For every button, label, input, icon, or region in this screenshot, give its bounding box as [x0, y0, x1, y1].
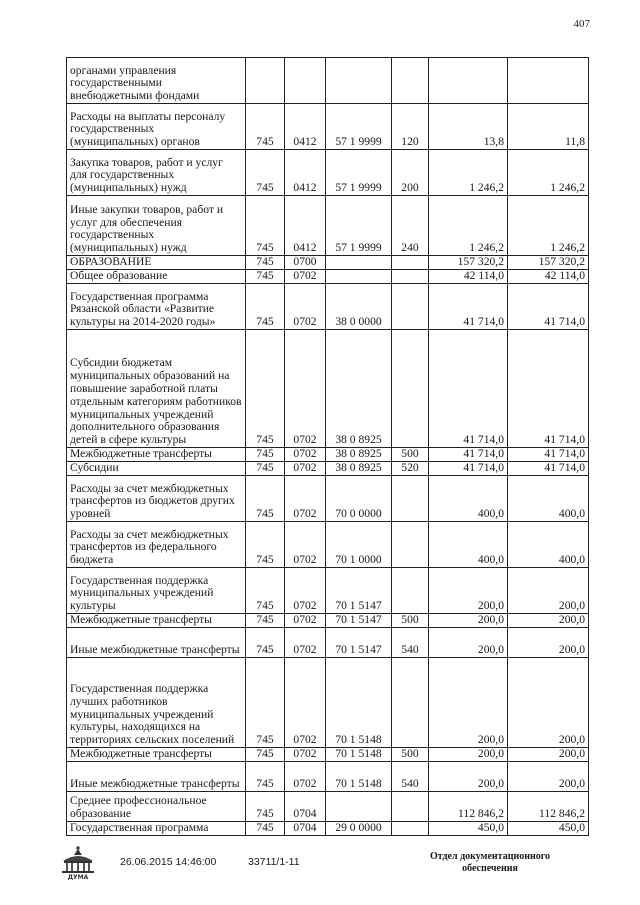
table-row — [67, 628, 589, 658]
row-section-cell: 0702 — [285, 522, 326, 568]
row-name-cell: Общее образование — [67, 270, 246, 284]
row-name-cell: Субсидии бюджетам муниципальных образований на повышение заработной платы отдельным категориям работников муниципальных учреждений дополнительного образования детей в сфере культуры — [67, 330, 246, 448]
row-sum-planned-cell: 41 714,0 — [429, 462, 508, 476]
footer-department-line1: Отдел документационного — [429, 851, 551, 862]
row-name-cell: Государственная программа — [67, 822, 246, 836]
row-section-cell: 0700 — [285, 256, 326, 270]
row-ved-cell: 745 — [246, 284, 285, 330]
row-ved-cell: 745 — [246, 792, 285, 822]
row-target-article-cell: 57 1 9999 — [326, 104, 392, 150]
row-section-cell: 0702 — [285, 476, 326, 522]
table-row — [67, 462, 589, 476]
row-name-cell: Субсидии — [67, 462, 246, 476]
table-row — [67, 330, 589, 448]
row-sum-planned-cell: 200,0 — [429, 762, 508, 792]
row-name-cell: Межбюджетные трансферты — [67, 448, 246, 462]
row-sum-approved-cell: 41 714,0 — [508, 284, 589, 330]
row-section-cell: 0702 — [285, 762, 326, 792]
row-name-cell: Расходы за счет межбюджетных трансфертов из бюджетов других уровней — [67, 476, 246, 522]
row-ved-cell: 745 — [246, 658, 285, 748]
row-sum-planned-cell: 42 114,0 — [429, 270, 508, 284]
row-sum-approved-cell — [508, 58, 589, 104]
row-ved-cell: 745 — [246, 270, 285, 284]
row-expense-type-cell — [392, 256, 429, 270]
row-sum-planned-cell: 41 714,0 — [429, 284, 508, 330]
table-row — [67, 104, 589, 150]
row-target-article-cell: 70 1 5148 — [326, 658, 392, 748]
row-target-article-cell: 57 1 9999 — [326, 196, 392, 256]
row-target-article-cell — [326, 792, 392, 822]
row-sum-approved-cell: 1 246,2 — [508, 150, 589, 196]
row-sum-approved-cell: 157 320,2 — [508, 256, 589, 270]
footer-doc-code: 33711/1-11 — [248, 856, 300, 868]
row-sum-approved-cell: 42 114,0 — [508, 270, 589, 284]
row-ved-cell: 745 — [246, 448, 285, 462]
row-section-cell: 0412 — [285, 196, 326, 256]
row-sum-planned-cell: 1 246,2 — [429, 196, 508, 256]
row-sum-planned-cell: 400,0 — [429, 522, 508, 568]
page-number: 407 — [573, 18, 590, 30]
table-row — [67, 284, 589, 330]
row-section-cell: 0702 — [285, 748, 326, 762]
row-ved-cell: 745 — [246, 522, 285, 568]
row-sum-approved-cell: 41 714,0 — [508, 462, 589, 476]
row-expense-type-cell: 240 — [392, 196, 429, 256]
row-sum-approved-cell: 200,0 — [508, 762, 589, 792]
row-sum-approved-cell: 400,0 — [508, 476, 589, 522]
row-sum-planned-cell: 200,0 — [429, 614, 508, 628]
row-expense-type-cell: 200 — [392, 150, 429, 196]
row-name-cell: Государственная поддержка муниципальных учреждений культуры — [67, 568, 246, 614]
row-sum-approved-cell: 200,0 — [508, 658, 589, 748]
row-target-article-cell: 38 0 8925 — [326, 448, 392, 462]
row-section-cell: 0702 — [285, 614, 326, 628]
row-target-article-cell — [326, 256, 392, 270]
row-section-cell: 0702 — [285, 330, 326, 448]
row-section-cell: 0704 — [285, 792, 326, 822]
row-sum-planned-cell: 13,8 — [429, 104, 508, 150]
row-target-article-cell: 70 1 5148 — [326, 762, 392, 792]
row-sum-approved-cell: 400,0 — [508, 522, 589, 568]
row-target-article-cell: 29 0 0000 — [326, 822, 392, 836]
row-sum-planned-cell: 41 714,0 — [429, 448, 508, 462]
row-expense-type-cell — [392, 58, 429, 104]
row-target-article-cell: 70 1 5147 — [326, 614, 392, 628]
row-sum-approved-cell: 41 714,0 — [508, 448, 589, 462]
row-name-cell: Расходы за счет межбюджетных трансфертов из федерального бюджета — [67, 522, 246, 568]
row-section-cell: 0704 — [285, 822, 326, 836]
row-name-cell: Иные закупки товаров, работ и услуг для обеспечения государственных (муниципальных) нужд — [67, 196, 246, 256]
row-ved-cell: 745 — [246, 628, 285, 658]
row-ved-cell: 745 — [246, 330, 285, 448]
table-row — [67, 256, 589, 270]
row-section-cell: 0702 — [285, 448, 326, 462]
row-ved-cell: 745 — [246, 476, 285, 522]
row-expense-type-cell: 500 — [392, 448, 429, 462]
row-ved-cell — [246, 58, 285, 104]
row-ved-cell: 745 — [246, 196, 285, 256]
row-target-article-cell — [326, 270, 392, 284]
table-row — [67, 270, 589, 284]
table-row — [67, 822, 589, 836]
table-row — [67, 150, 589, 196]
row-sum-approved-cell: 200,0 — [508, 614, 589, 628]
row-target-article-cell — [326, 58, 392, 104]
row-sum-approved-cell: 41 714,0 — [508, 330, 589, 448]
table-row — [67, 792, 589, 822]
row-target-article-cell: 70 1 5148 — [326, 748, 392, 762]
row-expense-type-cell — [392, 568, 429, 614]
row-name-cell: Межбюджетные трансферты — [67, 748, 246, 762]
duma-building-logo — [58, 846, 98, 880]
row-sum-approved-cell: 450,0 — [508, 822, 589, 836]
table-row — [67, 614, 589, 628]
row-sum-planned-cell: 400,0 — [429, 476, 508, 522]
row-sum-planned-cell: 41 714,0 — [429, 330, 508, 448]
row-section-cell: 0702 — [285, 568, 326, 614]
table-row — [67, 568, 589, 614]
row-expense-type-cell: 540 — [392, 762, 429, 792]
row-ved-cell: 745 — [246, 822, 285, 836]
row-name-cell: Иные межбюджетные трансферты — [67, 762, 246, 792]
table-row — [67, 522, 589, 568]
row-sum-planned-cell: 200,0 — [429, 568, 508, 614]
row-expense-type-cell: 500 — [392, 748, 429, 762]
row-ved-cell: 745 — [246, 614, 285, 628]
row-section-cell: 0702 — [285, 270, 326, 284]
budget-table — [66, 57, 589, 836]
row-target-article-cell: 57 1 9999 — [326, 150, 392, 196]
row-name-cell: ОБРАЗОВАНИЕ — [67, 256, 246, 270]
row-name-cell: Государственная поддержка лучших работников муниципальных учреждений культуры, находящихся на территориях сельских поселений — [67, 658, 246, 748]
row-expense-type-cell: 500 — [392, 614, 429, 628]
row-section-cell: 0702 — [285, 284, 326, 330]
row-expense-type-cell — [392, 658, 429, 748]
row-ved-cell: 745 — [246, 568, 285, 614]
row-section-cell: 0702 — [285, 462, 326, 476]
row-section-cell — [285, 58, 326, 104]
row-sum-planned-cell: 200,0 — [429, 628, 508, 658]
table-row — [67, 658, 589, 748]
row-name-cell: Иные межбюджетные трансферты — [67, 628, 246, 658]
row-ved-cell: 745 — [246, 462, 285, 476]
row-expense-type-cell — [392, 270, 429, 284]
row-sum-approved-cell: 11,8 — [508, 104, 589, 150]
row-sum-planned-cell: 450,0 — [429, 822, 508, 836]
footer-department-line2: обеспечения — [462, 863, 518, 874]
row-name-cell: органами управления государственными внебюджетными фондами — [67, 58, 246, 104]
logo-caption: ДУМА — [67, 874, 89, 880]
row-sum-approved-cell: 200,0 — [508, 568, 589, 614]
row-ved-cell: 745 — [246, 104, 285, 150]
row-target-article-cell: 70 1 0000 — [326, 522, 392, 568]
row-sum-planned-cell: 200,0 — [429, 748, 508, 762]
row-target-article-cell: 70 0 0000 — [326, 476, 392, 522]
row-sum-planned-cell: 200,0 — [429, 658, 508, 748]
row-expense-type-cell: 120 — [392, 104, 429, 150]
row-name-cell: Закупка товаров, работ и услуг для государственных (муниципальных) нужд — [67, 150, 246, 196]
row-name-cell: Государственная программа Рязанской области «Развитие культуры на 2014-2020 годы» — [67, 284, 246, 330]
row-ved-cell: 745 — [246, 150, 285, 196]
row-ved-cell: 745 — [246, 762, 285, 792]
row-sum-approved-cell: 200,0 — [508, 748, 589, 762]
row-sum-planned-cell: 157 320,2 — [429, 256, 508, 270]
table-row — [67, 196, 589, 256]
row-expense-type-cell: 520 — [392, 462, 429, 476]
table-row — [67, 748, 589, 762]
row-sum-planned-cell: 112 846,2 — [429, 792, 508, 822]
row-name-cell: Межбюджетные трансферты — [67, 614, 246, 628]
row-expense-type-cell — [392, 822, 429, 836]
budget-table-body — [67, 58, 589, 836]
footer-datetime: 26.06.2015 14:46:00 — [120, 856, 217, 868]
row-section-cell: 0412 — [285, 104, 326, 150]
table-row — [67, 476, 589, 522]
row-expense-type-cell — [392, 330, 429, 448]
row-expense-type-cell — [392, 476, 429, 522]
row-ved-cell: 745 — [246, 256, 285, 270]
row-target-article-cell: 70 1 5147 — [326, 628, 392, 658]
row-target-article-cell: 38 0 8925 — [326, 462, 392, 476]
row-sum-planned-cell: 1 246,2 — [429, 150, 508, 196]
row-sum-approved-cell: 200,0 — [508, 628, 589, 658]
table-row — [67, 448, 589, 462]
row-target-article-cell: 38 0 8925 — [326, 330, 392, 448]
row-target-article-cell: 70 1 5147 — [326, 568, 392, 614]
row-sum-planned-cell — [429, 58, 508, 104]
table-row — [67, 762, 589, 792]
row-section-cell: 0412 — [285, 150, 326, 196]
row-expense-type-cell — [392, 522, 429, 568]
row-target-article-cell: 38 0 0000 — [326, 284, 392, 330]
row-expense-type-cell — [392, 792, 429, 822]
table-row — [67, 58, 589, 104]
row-sum-approved-cell: 112 846,2 — [508, 792, 589, 822]
row-name-cell: Расходы на выплаты персоналу государственных (муниципальных) органов — [67, 104, 246, 150]
row-section-cell: 0702 — [285, 658, 326, 748]
row-name-cell: Среднее профессиональное образование — [67, 792, 246, 822]
footer-department — [400, 851, 580, 875]
row-expense-type-cell: 540 — [392, 628, 429, 658]
row-expense-type-cell — [392, 284, 429, 330]
row-ved-cell: 745 — [246, 748, 285, 762]
row-sum-approved-cell: 1 246,2 — [508, 196, 589, 256]
row-section-cell: 0702 — [285, 628, 326, 658]
